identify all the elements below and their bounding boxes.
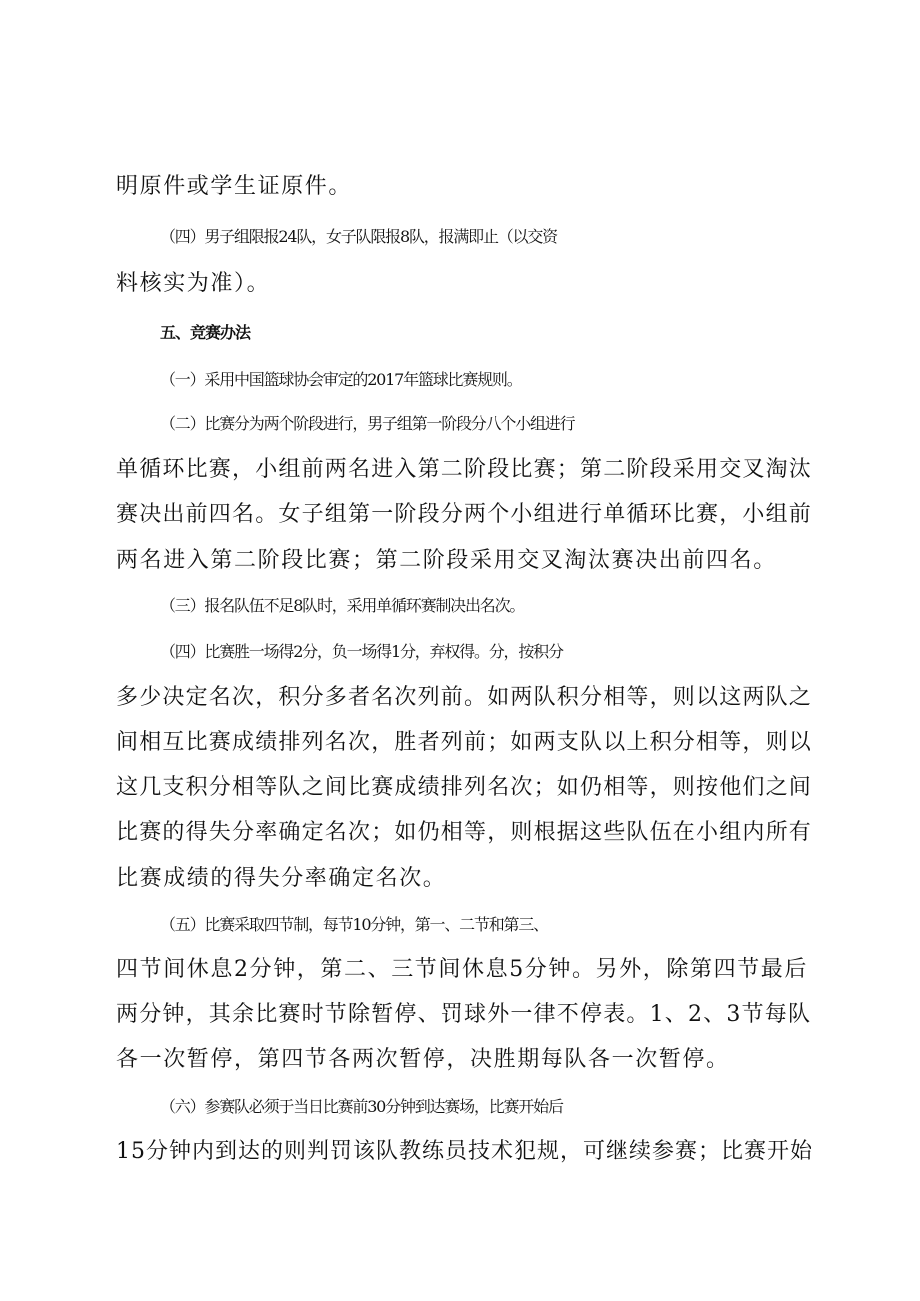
text-line: （四）男子组限报24队，女子队限报8队，报满即止（以交资 <box>160 227 557 246</box>
text-line: （一）采用中国篮球协会审定的2017年篮球比赛规则。 <box>160 370 522 389</box>
text-line: 料核实为准）。 <box>116 271 271 296</box>
text-line: 两分钟，其余比赛时节除暂停、罚球外一律不停表。1、2、3节每队 <box>116 1002 812 1027</box>
text-line: 两名进入第二阶段比赛；第二阶段采用交叉淘汰赛决出前四名。 <box>116 548 777 573</box>
text-line: 明原件或学生证原件。 <box>116 174 353 199</box>
text-line: （五）比赛采取四节制，每节10分钟，第一、二节和第三、 <box>160 915 548 934</box>
text-line: 多少决定名次，积分多者名次列前。如两队积分相等，则以这两队之 <box>116 685 813 710</box>
text-line: 15分钟内到达的则判罚该队教练员技术犯规，可继续参赛；比赛开始 <box>116 1139 813 1164</box>
text-line: （三）报名队伍不足8队时，采用单循环赛制决出名次。 <box>160 596 525 615</box>
text-line: 比赛成绩的得失分率确定名次。 <box>116 866 447 891</box>
text-line: （二）比赛分为两个阶段进行，男子组第一阶段分八个小组进行 <box>160 414 575 433</box>
text-line: 比赛的得失分率确定名次；如仍相等，则根据这些队伍在小组内所有 <box>116 820 813 845</box>
text-line: 各一次暂停，第四节各两次暂停，决胜期每队各一次暂停。 <box>116 1047 730 1072</box>
text-line: 这几支积分相等队之间比赛成绩排列名次；如仍相等，则按他们之间 <box>116 775 813 800</box>
text-line: 赛决出前四名。女子组第一阶段分两个小组进行单循环比赛，小组前 <box>116 502 813 527</box>
text-line: 间相互比赛成绩排列名次，胜者列前；如两支队以上积分相等，则以 <box>116 730 813 755</box>
text-line: 单循环比赛，小组前两名进入第二阶段比赛；第二阶段采用交叉淘汰 <box>116 457 813 482</box>
text-line: 四节间休息2分钟，第二、三节间休息5分钟。另外，除第四节最后 <box>116 957 808 982</box>
text-line: （四）比赛胜一场得2分，负一场得1分，弃权得。分，按积分 <box>160 642 563 661</box>
section-heading: 五、竞赛办法 <box>160 323 251 342</box>
text-line: （六）参赛队必须于当日比赛前30分钟到达赛场，比赛开始后 <box>160 1097 563 1116</box>
